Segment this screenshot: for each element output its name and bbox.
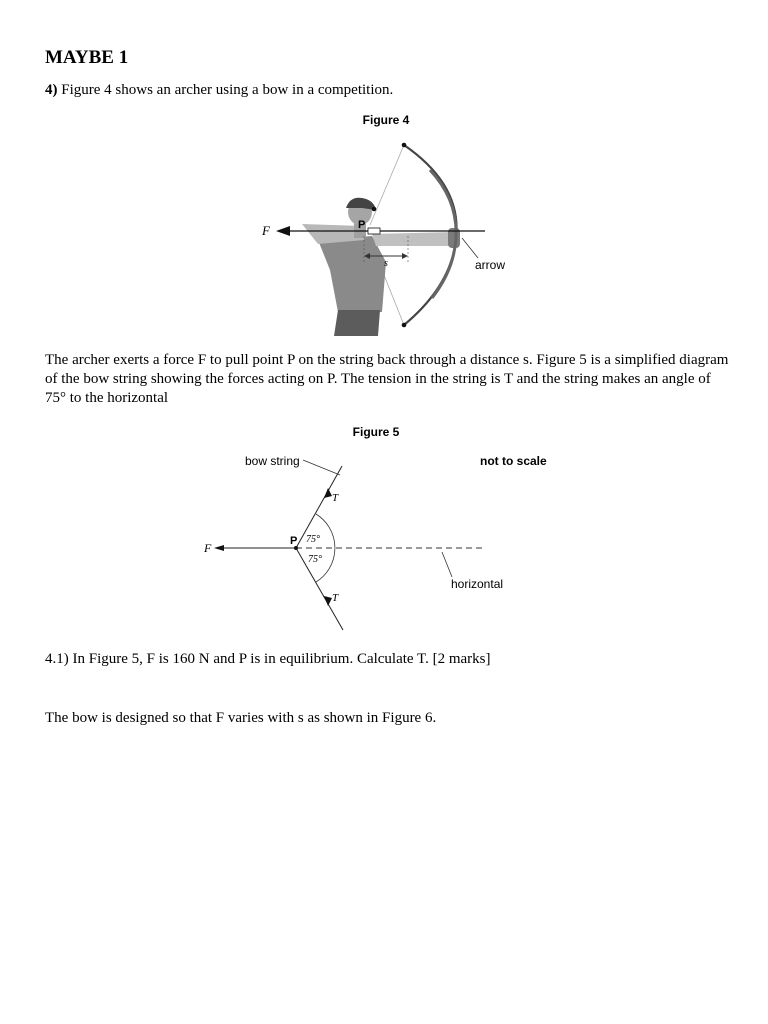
tension-arrowhead-lower (324, 596, 332, 606)
fig5-angle-lower: 75° (308, 554, 322, 565)
question-number: 4) (45, 82, 58, 98)
fig5-label-T-upper: T (332, 492, 339, 504)
fig4-label-s: s (384, 258, 388, 269)
bow-paragraph: The bow is designed so that F varies with s as shown in Figure 6. (45, 710, 437, 726)
question-text: Figure 4 shows an archer using a bow in a competition. (57, 82, 394, 98)
fig4-label-P: P (358, 219, 366, 231)
fig5-label-not-to-scale: not to scale (480, 454, 547, 468)
figure-4-title: Figure 4 (362, 113, 410, 127)
bow-string-leader (303, 460, 340, 475)
page-heading: MAYBE 1 (45, 47, 129, 68)
fig5-label-P: P (290, 535, 298, 547)
horizontal-leader (442, 552, 452, 577)
fig5-angle-upper: 75° (306, 534, 320, 545)
fig4-label-arrow: arrow (475, 258, 506, 272)
question-4-1: 4.1) In Figure 5, F is 160 N and P is in equilibrium. Calculate T. [2 marks] (45, 651, 491, 667)
fig5-label-F: F (204, 541, 212, 555)
body-paragraph: The archer exerts a force F to pull point P on the string back through a distance s. Figure 5 is a simplified diagram of the bow string showing the forces acting on P. The tension in the string is T and the string makes an angle of 75° to the horizontal (45, 352, 729, 406)
fig4-label-F: F (262, 223, 270, 238)
tension-arrowhead-upper (324, 488, 332, 498)
figure-5-title: Figure 5 (352, 425, 400, 439)
fig5-label-bow-string: bow string (245, 454, 300, 468)
fig5-label-T-lower: T (332, 592, 339, 604)
fig5-label-horizontal: horizontal (451, 577, 504, 591)
